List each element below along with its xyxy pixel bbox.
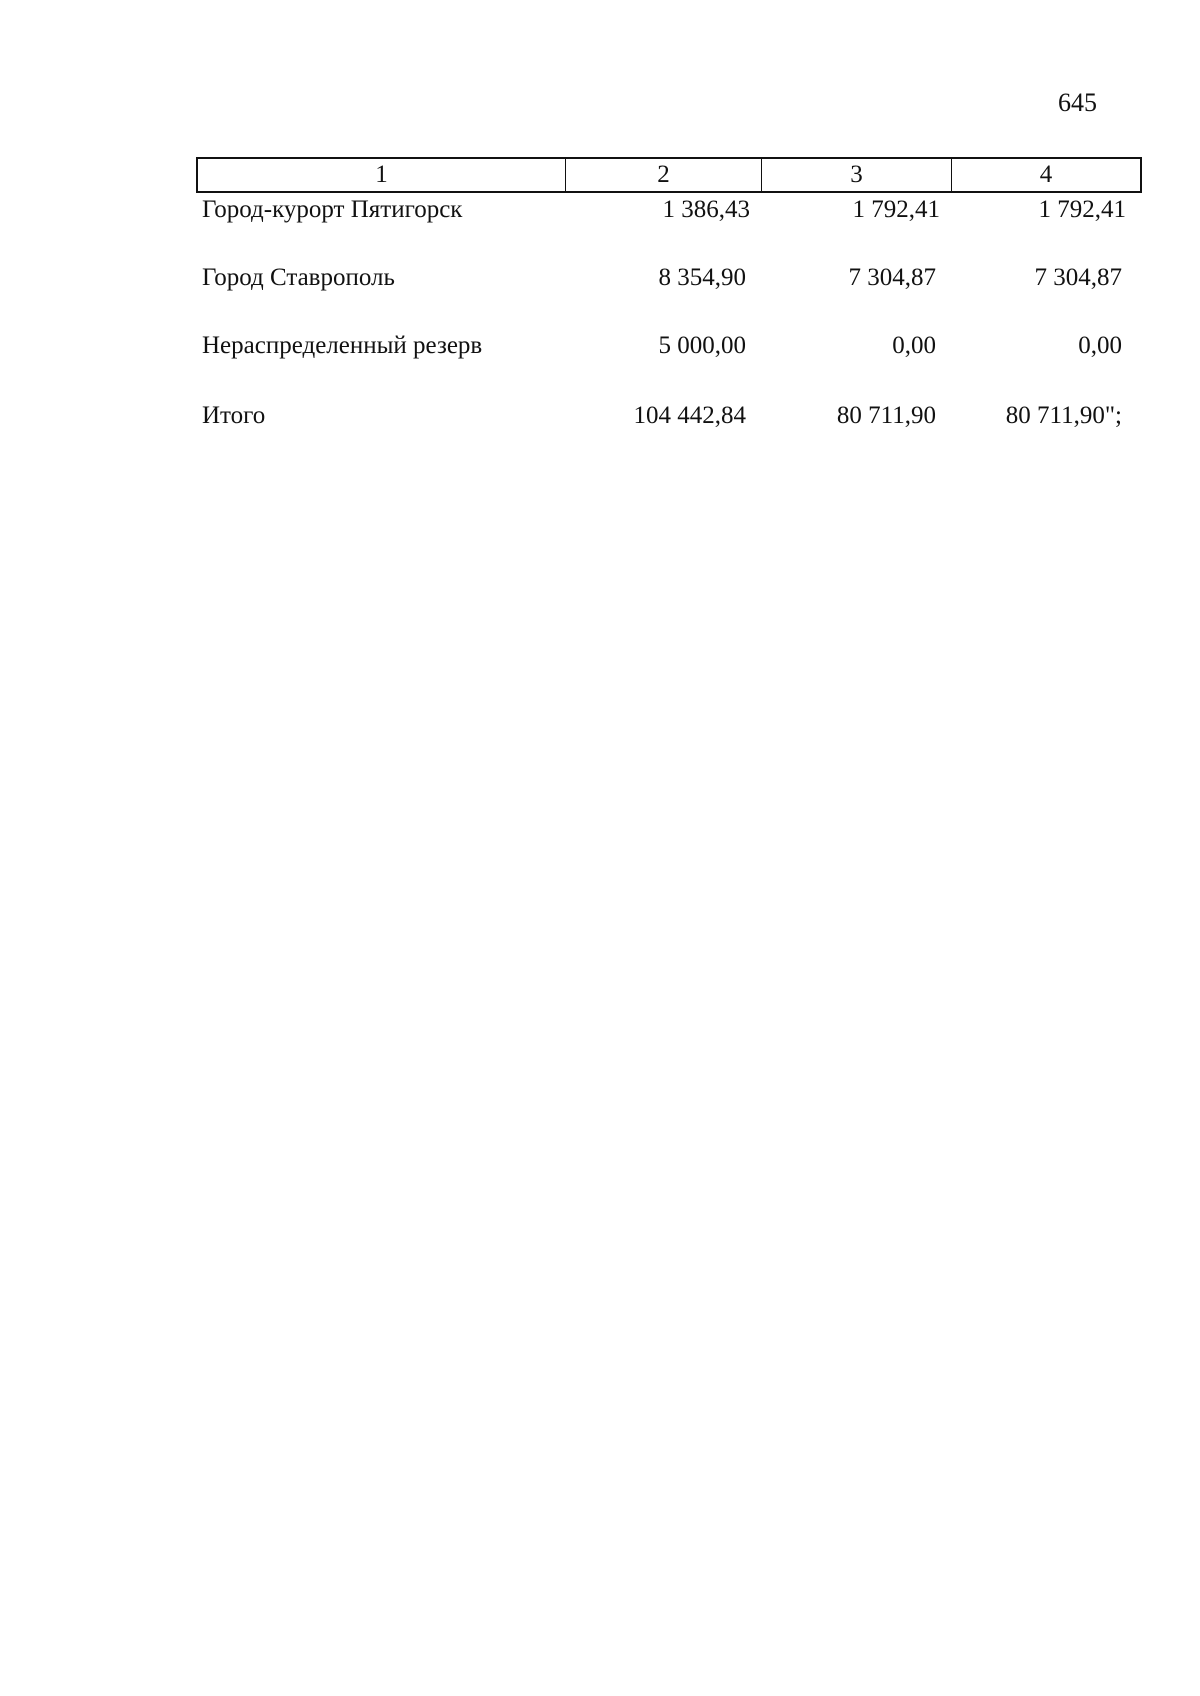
row-name: Итого xyxy=(202,402,266,429)
row-value-col4: 80 711,90"; xyxy=(1005,402,1122,429)
table-row-total xyxy=(196,399,1142,433)
column-header-4: 4 xyxy=(1039,161,1053,188)
row-value-col3: 80 711,90 xyxy=(836,402,936,429)
row-value-col2: 1 386,43 xyxy=(662,196,750,223)
table-header-row xyxy=(196,157,1142,193)
row-value-col3: 7 304,87 xyxy=(848,264,936,291)
row-value-col4: 7 304,87 xyxy=(1034,264,1122,291)
page-number: 645 xyxy=(1058,88,1097,117)
row-name: Нераспределенный резерв xyxy=(202,332,483,359)
table-row xyxy=(196,193,1142,227)
row-value-col3: 0,00 xyxy=(892,332,936,359)
row-value-col4: 0,00 xyxy=(1078,332,1122,359)
column-header-2: 2 xyxy=(566,159,762,191)
row-value-col3: 1 792,41 xyxy=(852,196,940,223)
row-name: Город-курорт Пятигорск xyxy=(202,196,463,223)
row-value-col2: 104 442,84 xyxy=(633,402,746,429)
table-row xyxy=(196,261,1142,295)
column-header-3: 3 xyxy=(762,159,952,191)
row-value-col2: 8 354,90 xyxy=(658,264,746,291)
column-header-1: 1 xyxy=(198,159,566,191)
row-value-col4: 1 792,41 xyxy=(1038,196,1126,223)
row-value-col2: 5 000,00 xyxy=(658,332,746,359)
budget-table xyxy=(196,157,1142,429)
row-name: Город Ставрополь xyxy=(202,264,395,291)
table-row xyxy=(196,329,1142,363)
